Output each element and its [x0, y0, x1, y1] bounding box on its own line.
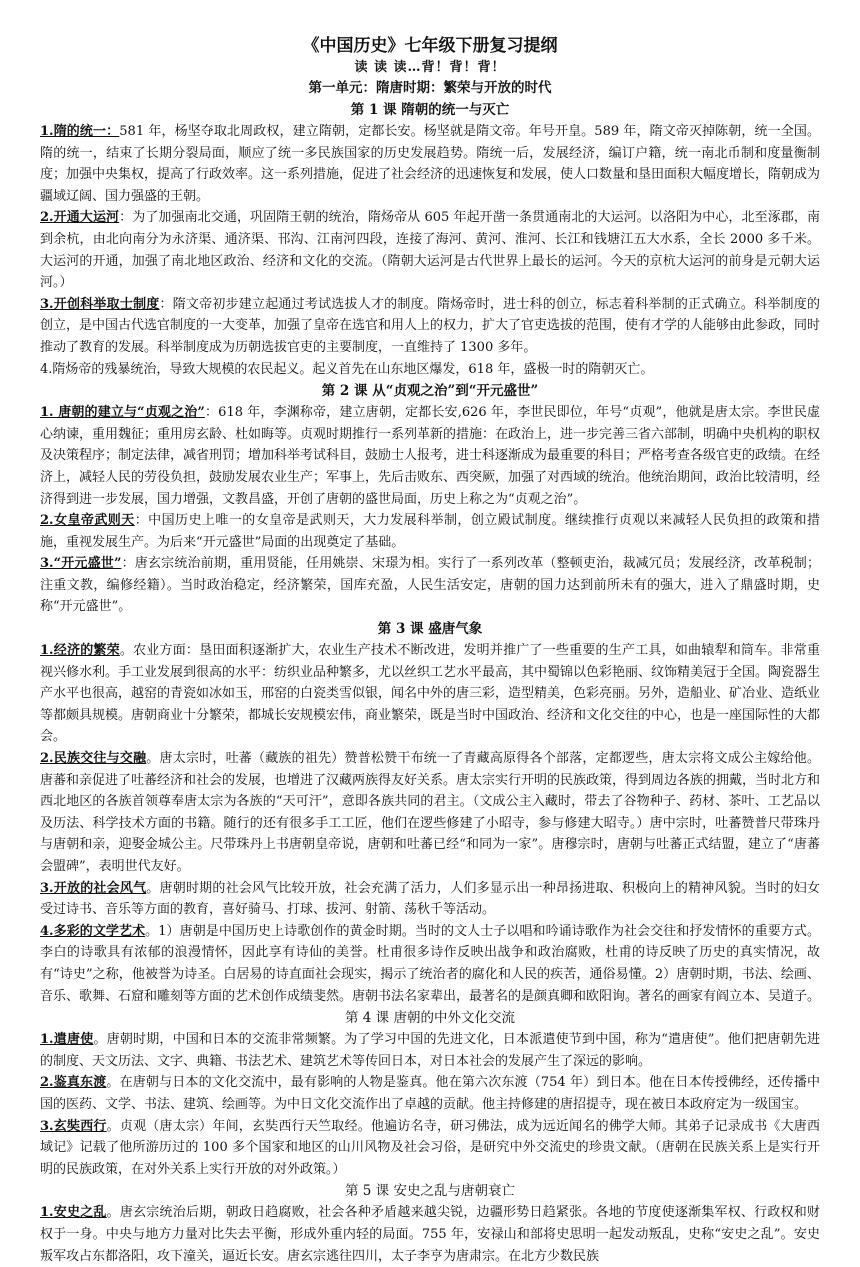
para-text: 。在唐朝与日本的文化交流中，最有影响的人物是鉴真。他在第六次东渡（754 年）到日本。他在日本传授佛经，还传播中国的医药、文学、书法、建筑、绘画等。为中日文化交流作出了卓越的贡献。他主持修建的唐招提寺，现在被日本政府定为一级国宝。: [40, 1075, 820, 1112]
lesson-4-title: 第 4 课 唐朝的中外文化交流: [345, 1010, 515, 1027]
document-subtitle: 读 读 读…背！背！背！: [354, 60, 506, 75]
para-text: ：唐玄宗统治前期，重用贤能，任用姚崇、宋璟为相。实行了一系列改革（整顿吏治，裁减冗员；发展经济，改革税制；注重文教，编修经籍）。当时政治稳定，经济繁荣，国库充盈，人民生活安定，唐朝的国力达到前所未有的强大，进入了鼎盛时期，史称“开元盛世”。: [40, 556, 820, 615]
para-text: 。1）唐朝是中国历史上诗歌创作的黄金时期。当时的文人士子以唱和吟诵诗歌作为社会交往和抒发情怀的重要方式。李白的诗歌具有浓郁的浪漫情怀，因此享有诗仙的美誉。杜甫很多诗作反映出战争和政治腐败，杜甫的诗反映了历史的真实情况，故有“诗史”之称，他被誉为诗圣。白居易的诗直面社会现实，揭示了统治者的腐化和人民的疾苦，通俗易懂。2）唐朝时期，书法、绘画、音乐、歌舞、石窟和雕刻等方面的艺术创作成绩斐然。唐朝书法名家辈出，最著名的是颜真卿和欧阳询。著名的画家有阎立本、吴道子。: [40, 923, 821, 1004]
lesson-1-para-4: [40, 359, 820, 381]
lesson-4-para-3: [40, 1116, 820, 1181]
lesson-1-para-2: [40, 207, 820, 293]
lesson-3-para-3: [40, 878, 820, 921]
lesson-4-para-2: [40, 1072, 820, 1115]
para-heading: 2.女皇帝武则天: [40, 513, 135, 529]
para-text: 。农业方面：垦田面积逐渐扩大，农业生产技术不断改进，发明并推广了一些重要的生产工具，如曲辕犁和筒车。非常重视兴修水利。手工业发展到很高的水平：纺织业品种繁多，尤以丝织工艺水平最高，其中蜀锦以色彩艳丽、纹饰精美冠于全国。陶瓷器生产水平也很高，越窑的青瓷如冰如玉，邢窑的白瓷类雪似银，闻名中外的唐三彩，造型精美，色彩亮丽。另外，造船业、矿冶业、造纸业等都颇具规模。唐朝商业十分繁荣，都城长安规模宏伟，商业繁荣，既是当时中国政治、经济和文化交往的中心，也是一座国际性的大都会。: [40, 643, 821, 745]
para-heading: 3.开放的社会风气: [40, 880, 147, 896]
para-heading: 1.经济的繁荣: [40, 643, 120, 659]
lesson-5-para-1: [40, 1202, 820, 1267]
lesson-3-para-1: [40, 640, 820, 748]
lesson-2-title: 第 2 课 从“贞观之治”到“开元盛世”: [321, 383, 539, 400]
lesson-2-para-3: [40, 553, 820, 618]
para-text: ：618 年，李渊称帝，建立唐朝，定都长安,626 年，李世民即位，年号“贞观”，他就是唐太宗。李世民虚心纳谏，重用魏征；重用房玄龄、杜如晦等。贞观时期推行一系列革新的措施：在政治上，进一步完善三省六部制，明确中央机构的职权及决策程序；制定法律，减省刑罚；增加科举考试科目，鼓励士人报考，进士科逐渐成为最重要的科目；严格考查各级官吏的政绩。在经济上，减轻人民的劳役负担，鼓励发展农业生产；军事上，先后击败东、西突厥，加强了对西域的统治。他统治期间，政治比较清明，经济得到进一步发展，国力增强，文教昌盛，开创了唐朝的盛世局面，历史上称之为“贞观之治”。: [40, 405, 821, 507]
para-text: 4.隋炀帝的残暴统治，导致大规模的农民起义。起义首先在山东地区爆发，618 年，盛极一时的隋朝灭亡。: [40, 361, 654, 377]
lesson-5-title: 第 5 课 安史之乱与唐朝衰亡: [345, 1183, 515, 1200]
lesson-3-title: 第 3 课 盛唐气象: [377, 621, 483, 638]
para-heading: 3.“开元盛世”: [40, 556, 122, 572]
lesson-2-para-2: [40, 510, 820, 553]
para-text: ：中国历史上唯一的女皇帝是武则天，大力发展科举制，创立殿试制度。继续推行贞观以来减轻人民负担的政策和措施，重视发展生产。为后来“开元盛世”局面的出现奠定了基础。: [40, 513, 820, 550]
para-heading: 1. 唐朝的建立与“贞观之治”: [40, 405, 205, 421]
document-title: 《中国历史》七年级下册复习提纲: [302, 36, 558, 56]
para-text: 。唐朝时期，中国和日本的交流非常频繁。为了学习中国的先进文化，日本派遣使节到中国，称为“遣唐使”。他们把唐朝先进的制度、天文历法、文字、典籍、书法艺术、建筑艺术等传回日本，对日本社会的发展产生了深远的影响。: [40, 1032, 821, 1069]
lesson-1-para-1: [40, 121, 820, 207]
para-heading: 2.鉴真东渡: [40, 1075, 107, 1091]
lesson-2-para-1: [40, 402, 820, 510]
para-heading: 1.安史之乱: [40, 1205, 107, 1221]
para-heading: 2.开通大运河: [40, 210, 120, 226]
lesson-1-title: 第 1 课 隋朝的统一与灭亡: [350, 102, 510, 118]
para-heading: 4.多彩的文学艺术: [40, 923, 146, 939]
para-heading: 3.开创科举取士制度: [40, 296, 160, 312]
lesson-4-para-1: [40, 1029, 820, 1072]
para-heading: 1.遣唐使: [40, 1032, 94, 1048]
para-heading: 2.民族交往与交融: [40, 751, 147, 767]
para-text: ：为了加强南北交通，巩固隋王朝的统治，隋炀帝从 605 年起开凿一条贯通南北的大运河。以洛阳为中心，北至涿郡，南到余杭，由北向南分为永济渠、通济渠、邗沟、江南河四段，连接了海河、黄河、淮河、长江和钱塘江五大水系，全长 2000 多千米。大运河的开通，加强了南北地区政治、经济和文化的交流。（隋朝大运河是古代世界上最长的运河。今天的京杭大运河的前身是元朝大运河。）: [40, 210, 820, 291]
para-text: 581 年，杨坚夺取北周政权，建立隋朝，定都长安。杨坚就是隋文帝。年号开皇。589 年，隋文帝灭掉陈朝，统一全国。隋的统一，结束了长期分裂局面，顺应了统一多民族国家的历史发展趋势。隋统一后，发展经济，编订户籍，统一南北币制和度量衡制度；加强中央集权，提高了行政效率。这一系列措施，促进了社会经济的迅速恢复和发展，使人口数量和垦田面积大幅度增长，隋朝成为疆域辽阔、国力强盛的王朝。: [40, 124, 821, 204]
para-heading: 1.隋的统一：: [40, 124, 120, 139]
lesson-3-para-4: [40, 921, 820, 1007]
unit-title: 第一单元：隋唐时期：繁荣与开放的时代: [308, 80, 552, 96]
para-heading: 3.玄奘西行: [40, 1118, 107, 1134]
para-text: ：隋文帝初步建立起通过考试选拔人才的制度。隋炀帝时，进士科的创立，标志着科举制的正式确立。科举制度的创立，是中国古代选官制度的一大变革，加强了皇帝在选官和用人上的权力，扩大了官吏选拔的范围，使有才学的人能够由此参政，同时推动了教育的发展。科举制度成为历朝选拔官吏的主要制度，一直维持了 1300 多年。: [40, 296, 821, 355]
para-text: 。唐朝时期的社会风气比较开放，社会充满了活力，人们多显示出一种昂扬进取、积极向上的精神风貌。当时的妇女受过诗书、音乐等方面的教育，喜好骑马、打球、拔河、射箭、荡秋千等活动。: [40, 880, 820, 918]
lesson-1-para-3: [40, 294, 820, 359]
para-text: 。唐玄宗统治后期，朝政日趋腐败，社会各种矛盾越来越尖锐，边疆形势日趋紧张。各地的节度使逐渐集军权、行政权和财权于一身。中央与地方力量对比失去平衡，形成外重内轻的局面。755 年，安禄山和部将史思明一起发动叛乱，史称“安史之乱”。安史叛军攻占东都洛阳，攻下潼关，逼近长安。唐玄宗逃往四川，太子李亨为唐肃宗。在北方少数民族: [40, 1205, 820, 1264]
lesson-3-para-2: [40, 748, 820, 878]
para-text: 。唐太宗时，吐蕃（藏族的祖先）赞普松赞干布统一了青藏高原得各个部落，定都逻些，唐太宗将文成公主嫁给他。唐蕃和亲促进了吐蕃经济和社会的发展，也增进了汉藏两族得友好关系。唐太宗实行开明的民族政策，得到周边各族的拥戴，当时北方和西北地区的各族首领尊奉唐太宗为各族的“天可汗”，意即各族共同的君主。（文成公主入藏时，带去了谷物种子、药材、茶叶、工艺品以及历法、科学技术方面的书籍。随行的还有很多手工工匠，他们在逻些修建了小昭寺，参与修建大昭寺。）唐中宗时，吐蕃赞普尺带珠丹与唐朝和亲，迎娶金城公主。尺带珠丹上书唐朝皇帝说，唐朝和吐蕃已经“和同为一家”。唐穆宗时，唐朝与吐蕃正式结盟，建立了“唐蕃会盟碑”，表明世代友好。: [40, 751, 821, 874]
para-text: 。贞观（唐太宗）年间，玄奘西行天竺取经。他遍访名寺，研习佛法，成为远近闻名的佛学大师。其弟子记录成书《大唐西域记》记载了他所游历过的 100 多个国家和地区的山川风物及社会习俗，是研究中外交流史的珍贵文献。（唐朝在民族关系上是实行开明的民族政策，在对外关系上实行开放的对外政策。）: [40, 1118, 820, 1177]
